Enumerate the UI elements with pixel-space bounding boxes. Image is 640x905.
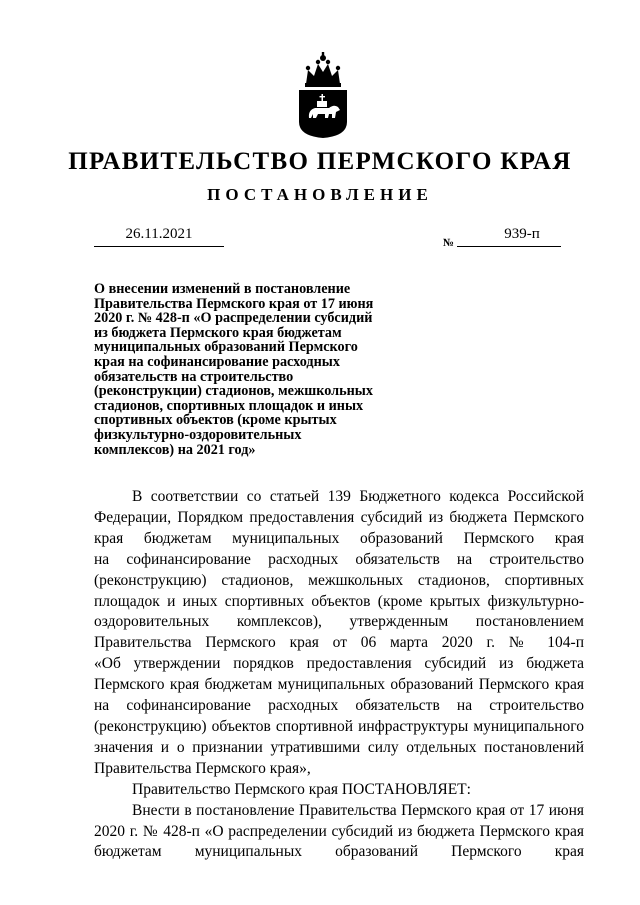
heading-line: (реконструкции) стадионов, межшкольных bbox=[94, 383, 373, 400]
body-line: оздоровительных комплексов), утвержденным постановлением bbox=[94, 613, 584, 631]
government-title: ПРАВИТЕЛЬСТВО ПЕРМСКОГО КРАЯ bbox=[68, 148, 572, 175]
coat-of-arms-icon bbox=[296, 52, 350, 138]
resolution-line: Правительство Пермского края ПОСТАНОВЛЯЕТ: bbox=[132, 780, 471, 798]
number-underline bbox=[457, 246, 561, 247]
body-line: (реконструкцию) объектов спортивной инфраструктуры муниципального bbox=[94, 717, 584, 735]
body-line: площадок и иных спортивных объектов (кроме крытых физкультурно- bbox=[94, 592, 584, 610]
number-prefix: № bbox=[443, 237, 455, 249]
heading-line: спортивных объектов (кроме крытых bbox=[94, 412, 337, 429]
body-line: значения и о признании утратившими силу отдельных постановлений bbox=[94, 738, 584, 756]
heading-line: обязательств на строительство bbox=[94, 368, 294, 385]
body-line: Правительства Пермского края от 06 марта 2020 г. № 104-п bbox=[94, 634, 584, 652]
heading-line: муниципальных образований Пермского bbox=[94, 339, 358, 356]
heading-line: комплексов) на 2021 год» bbox=[94, 441, 256, 458]
document-body bbox=[94, 487, 584, 863]
body-line: В соответствии со статьей 139 Бюджетного кодекса Российской bbox=[132, 488, 584, 505]
date-underline bbox=[94, 244, 224, 247]
body-line: (реконструкцию) стадионов, межшкольных стадионов, спортивных bbox=[94, 571, 584, 589]
body-line: Правительства Пермского края», bbox=[94, 759, 311, 777]
body-line: бюджетам муниципальных образований Пермского края bbox=[94, 843, 584, 861]
heading-line: из бюджета Пермского края бюджетам bbox=[94, 324, 342, 341]
body-line: края бюджетам муниципальных образований Пермского края bbox=[94, 529, 584, 547]
document-heading bbox=[94, 282, 404, 457]
body-line: Пермского края бюджетам муниципальных образований Пермского края bbox=[94, 676, 584, 694]
heading-line: физкультурно-оздоровительных bbox=[94, 426, 302, 443]
body-line: 2020 г. № 428-п «О распределении субсидий из бюджета Пермского края bbox=[94, 822, 584, 840]
date-field bbox=[94, 224, 224, 247]
heading-line: О внесении изменений в постановление bbox=[94, 281, 351, 297]
heading-line: стадионов, спортивных площадок и иных bbox=[94, 397, 364, 414]
body-line: Внести в постановление Правительства Пермского края от 17 июня bbox=[132, 801, 584, 819]
document-number: 939-п bbox=[504, 226, 540, 242]
body-line: «Об утверждении порядков предоставления субсидий из бюджета bbox=[94, 655, 584, 673]
document-type: ПОСТАНОВЛЕНИЕ bbox=[207, 185, 433, 204]
document-date: 26.11.2021 bbox=[125, 226, 193, 242]
heading-line: Правительства Пермского края от 17 июня bbox=[94, 295, 374, 312]
heading-line: края на софинансирование расходных bbox=[94, 353, 340, 370]
body-line: на софинансирование расходных обязательств на строительство bbox=[94, 697, 584, 715]
body-line: Федерации, Порядком предоставления субсидий из бюджета Пермского bbox=[94, 508, 584, 526]
body-line: на софинансирование расходных обязательств на строительство bbox=[94, 550, 584, 568]
heading-line: 2020 г. № 428-п «О распределении субсидий bbox=[94, 310, 373, 327]
